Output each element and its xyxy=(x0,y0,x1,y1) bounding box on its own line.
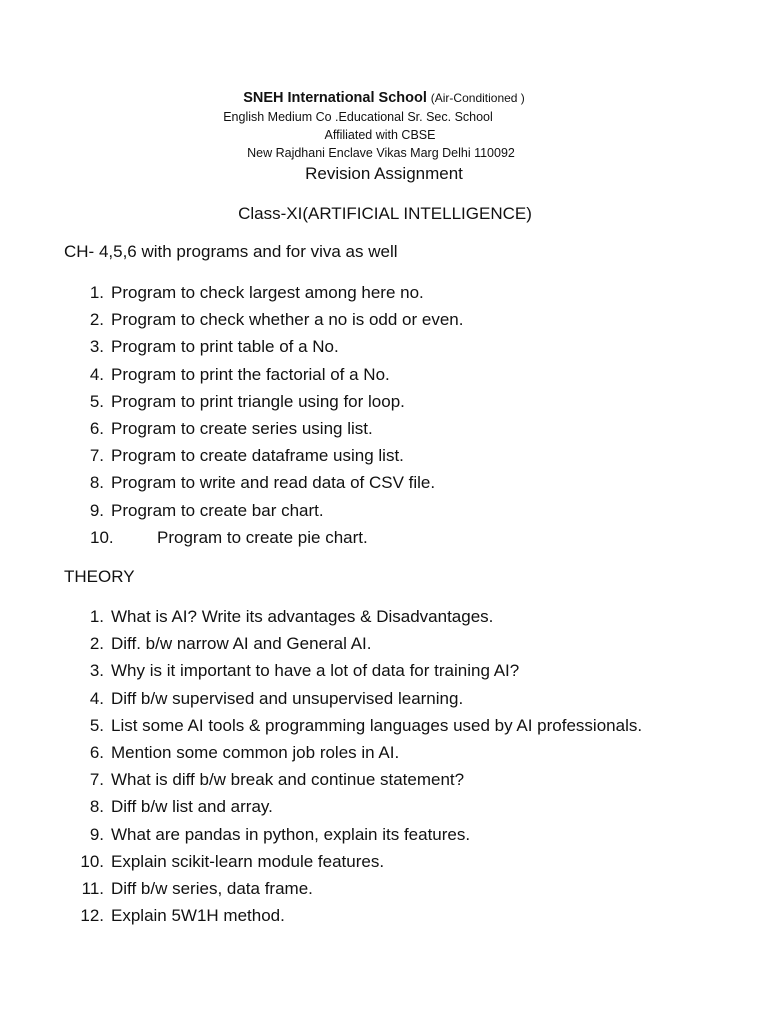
list-item-number: 8. xyxy=(89,797,104,817)
list-item-text: Program to create series using list. xyxy=(111,418,373,438)
chapters-intro: CH- 4,5,6 with programs and for viva as well xyxy=(64,242,398,261)
list-item xyxy=(0,469,768,496)
list-item-text: Diff. b/w narrow AI and General AI. xyxy=(111,634,372,654)
list-item-number: 6. xyxy=(89,418,104,438)
list-item-number: 3. xyxy=(89,337,104,357)
list-item-number: 12. xyxy=(80,906,104,926)
list-item xyxy=(0,793,768,820)
list-item-text: Diff b/w supervised and unsupervised learning. xyxy=(111,688,464,708)
list-item xyxy=(0,712,768,739)
list-item-text: What are pandas in python, explain its features. xyxy=(111,824,471,844)
school-header xyxy=(0,89,768,106)
list-item xyxy=(0,333,768,360)
list-item xyxy=(0,603,768,630)
list-item-number: 7. xyxy=(89,446,104,466)
school-address: New Rajdhani Enclave Vikas Marg Delhi 110092 xyxy=(247,146,515,160)
list-item-text: Program to print table of a No. xyxy=(111,337,339,357)
theory-list xyxy=(0,603,768,929)
list-item xyxy=(0,875,768,902)
document-subtitle: Class-XI(ARTIFICIAL INTELLIGENCE) xyxy=(238,204,532,223)
list-item-text: Diff b/w series, data frame. xyxy=(111,878,313,898)
list-item xyxy=(0,279,768,306)
list-item xyxy=(0,497,768,524)
list-item-number: 2. xyxy=(89,310,104,330)
list-item xyxy=(0,524,768,551)
list-item-text: Program to check largest among here no. xyxy=(111,283,424,302)
list-item-number: 4. xyxy=(89,364,104,384)
list-item-text: Program to create bar chart. xyxy=(111,500,324,520)
list-item-text: What is AI? Write its advantages & Disadvantages. xyxy=(111,607,494,626)
list-item-number: 10. xyxy=(80,851,104,871)
list-item xyxy=(0,821,768,848)
list-item xyxy=(0,685,768,712)
list-item xyxy=(0,306,768,333)
list-item-text: Explain scikit-learn module features. xyxy=(111,851,385,871)
list-item-number: 8. xyxy=(89,473,104,493)
list-item-text: Program to check whether a no is odd or even. xyxy=(111,310,464,330)
school-medium: English Medium Co .Educational Sr. Sec. School xyxy=(223,110,493,124)
list-item xyxy=(0,630,768,657)
list-item xyxy=(0,902,768,929)
list-item-text: Program to print triangle using for loop. xyxy=(111,391,405,411)
list-item-number: 2. xyxy=(89,634,104,654)
list-item-number: 9. xyxy=(89,824,104,844)
list-item xyxy=(0,442,768,469)
list-item-number: 11. xyxy=(81,878,104,898)
list-item-text: Mention some common job roles in AI. xyxy=(111,742,400,762)
list-item-number: 1. xyxy=(89,283,104,302)
list-item-number: 3. xyxy=(89,661,104,681)
school-affiliation: Affiliated with CBSE xyxy=(324,128,436,142)
list-item-text: Program to create dataframe using list. xyxy=(111,446,404,466)
document-title: Revision Assignment xyxy=(305,164,463,183)
list-item-number: 6. xyxy=(89,742,104,762)
list-item xyxy=(0,848,768,875)
school-note: (Air-Conditioned ) xyxy=(430,91,525,105)
list-item-number: 9. xyxy=(89,500,104,520)
list-item xyxy=(0,657,768,684)
list-item-text: List some AI tools & programming languages used by AI professionals. xyxy=(111,715,643,735)
list-item xyxy=(0,766,768,793)
list-item-text: What is diff b/w break and continue statement? xyxy=(111,770,465,790)
list-item xyxy=(0,415,768,442)
list-item-text: Explain 5W1H method. xyxy=(111,906,285,926)
list-item-text: Program to write and read data of CSV file. xyxy=(111,473,436,493)
theory-heading: THEORY xyxy=(64,567,135,586)
list-item xyxy=(0,388,768,415)
list-item-number: 4. xyxy=(89,688,104,708)
list-item-number: 5. xyxy=(89,391,104,411)
list-item-number: 10. xyxy=(90,527,114,547)
list-item xyxy=(0,739,768,766)
programs-list xyxy=(0,279,768,551)
school-name: SNEH International School xyxy=(243,90,427,106)
list-item-text: Diff b/w list and array. xyxy=(111,797,273,817)
list-item-text: Program to create pie chart. xyxy=(157,527,368,547)
list-item-number: 1. xyxy=(89,607,104,626)
list-item-text: Program to print the factorial of a No. xyxy=(111,364,390,384)
list-item-number: 7. xyxy=(89,770,104,790)
list-item-number: 5. xyxy=(89,715,104,735)
list-item-text: Why is it important to have a lot of data for training AI? xyxy=(111,661,520,681)
list-item xyxy=(0,361,768,388)
